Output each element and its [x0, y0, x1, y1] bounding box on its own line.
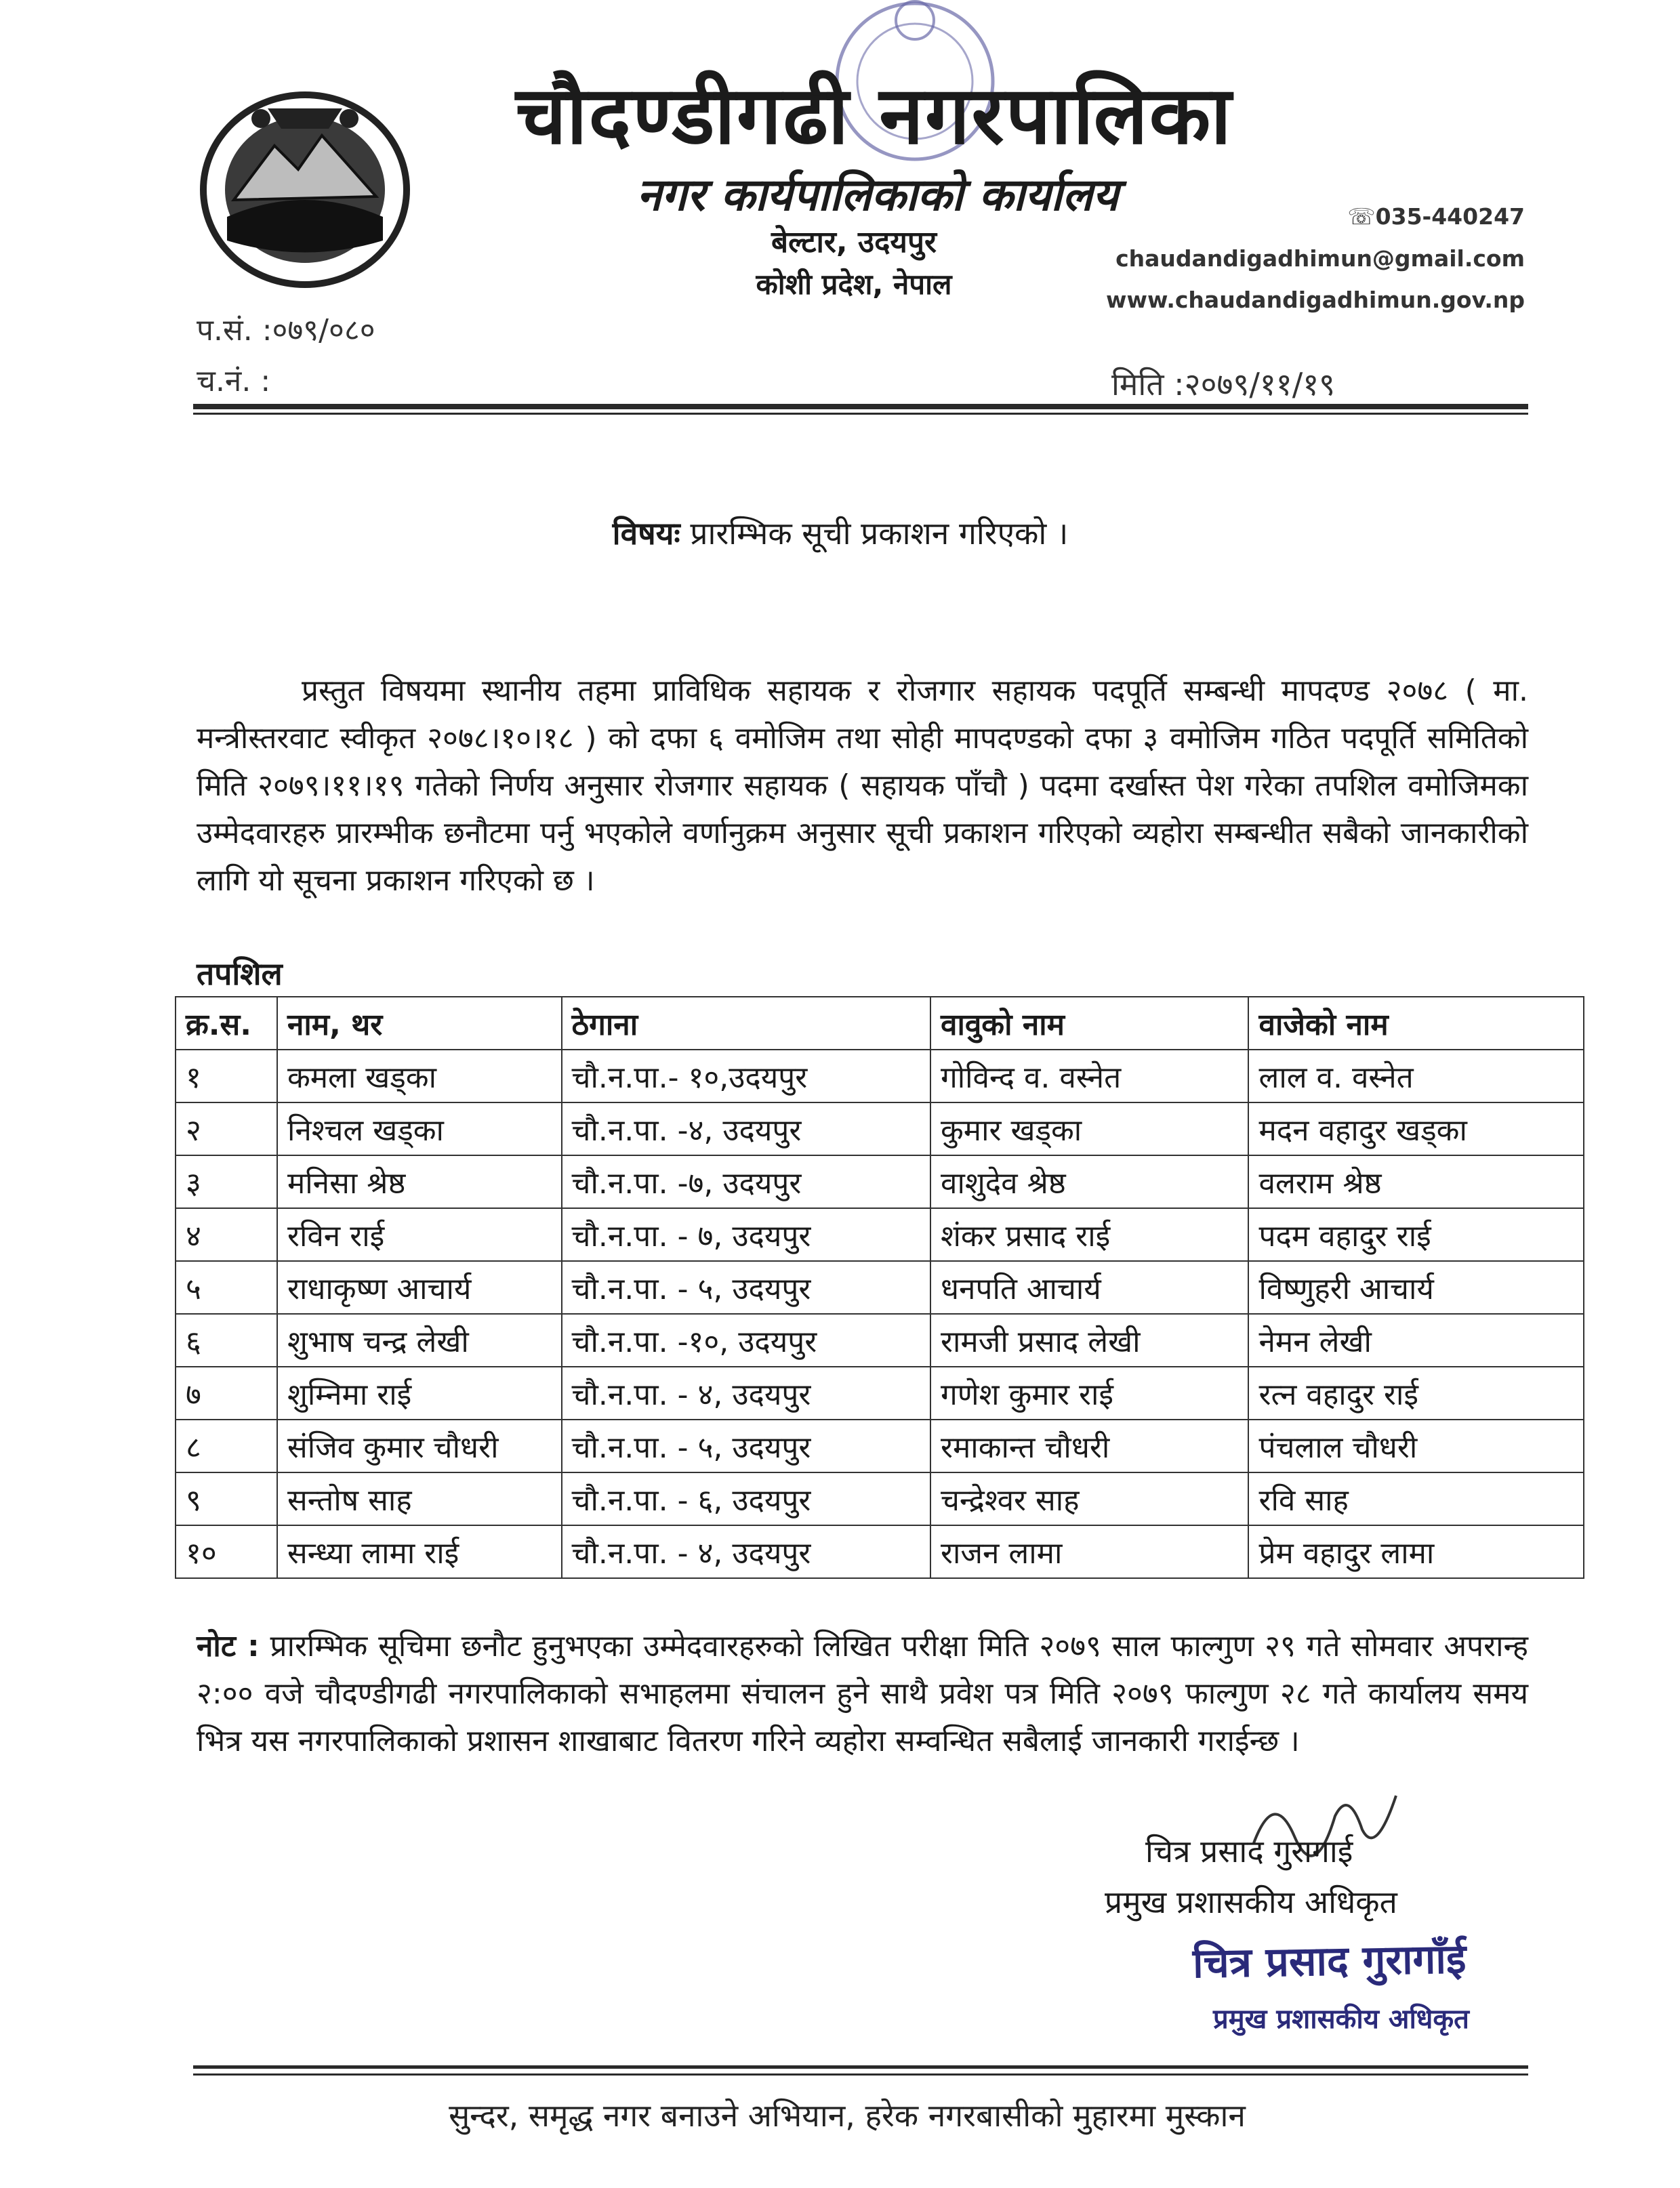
cell-grandfather: पंचलाल चौधरी — [1248, 1420, 1584, 1472]
cell-address: चौ.न.पा. - ५, उदयपुर — [562, 1261, 930, 1314]
seal-title-stamp: प्रमुख प्रशासकीय अधिकृत — [1213, 2004, 1469, 2035]
phone-number: ☏035-440247 — [1347, 203, 1525, 230]
col-header-address: ठेगाना — [562, 997, 930, 1050]
letter-date: मिति :२०७९/११/१९ — [1111, 366, 1336, 402]
table-row — [176, 1208, 1584, 1261]
note-text: प्रारम्भिक सूचिमा छनौट हुनुभएका उम्मेदवारहरुको लिखित परीक्षा मिति २०७९ साल फाल्गुण २९ गते सोमवार अपरान्ह २:०० वजे चौदण्डीगढी नगरपालिकाको सभाहलमा संचालन हुने साथै प्रवेश पत्र मिति २०७९ फाल्गुण २८ गते कार्यालय समय भित्र यस नगरपालिकाको प्रशासन शाखाबाट वितरण गरिने व्यहोरा सम्वन्धित सबैलाई जानकारी गराईन्छ । — [197, 1629, 1529, 1758]
cell-name: निश्चल खड्का — [277, 1102, 562, 1155]
cell-name: संजिव कुमार चौधरी — [277, 1420, 562, 1472]
cell-address: चौ.न.पा. - ४, उदयपुर — [562, 1367, 930, 1420]
cell-grandfather: मदन वहादुर खड्का — [1248, 1102, 1584, 1155]
cell-sn: १ — [176, 1050, 277, 1102]
cell-address: चौ.न.पा. -१०, उदयपुर — [562, 1314, 930, 1367]
cell-address: चौ.न.पा. -४, उदयपुर — [562, 1102, 930, 1155]
header-divider-thin — [193, 413, 1528, 415]
col-header-father: वावुको नाम — [930, 997, 1249, 1050]
footer-divider-thin — [193, 2073, 1528, 2076]
details-heading: तपशिल — [197, 955, 283, 992]
subject-label: विषयः — [612, 515, 680, 552]
cell-address: चौ.न.पा.- १०,उदयपुर — [562, 1050, 930, 1102]
header-divider — [193, 404, 1528, 409]
cell-name: शुभाष चन्द्र लेखी — [277, 1314, 562, 1367]
municipality-emblem — [193, 81, 417, 291]
dispatch-number: च.नं. : — [197, 364, 271, 398]
cell-father: रामजी प्रसाद लेखी — [930, 1314, 1249, 1367]
cell-sn: ३ — [176, 1155, 277, 1208]
footer-slogan: सुन्दर, समृद्ध नगर बनाउने अभियान, हरेक नगरबासीको मुहारमा मुस्कान — [449, 2097, 1246, 2134]
table-row — [176, 1525, 1584, 1578]
cell-sn: १० — [176, 1525, 277, 1578]
email-address: chaudandigadhimun@gmail.com — [1115, 245, 1525, 272]
cell-grandfather: पदम वहादुर राई — [1248, 1208, 1584, 1261]
org-name: चौदण्डीगढी नगरपालिका — [516, 68, 1233, 162]
cell-name: कमला खड्का — [277, 1050, 562, 1102]
subject-line — [203, 512, 1477, 554]
cell-father: चन्द्रेश्वर साह — [930, 1472, 1249, 1525]
cell-sn: २ — [176, 1102, 277, 1155]
cell-father: गोविन्द व. वस्नेत — [930, 1050, 1249, 1102]
note-label: नोट : — [197, 1629, 260, 1664]
table-row — [176, 1367, 1584, 1420]
cell-father: धनपति आचार्य — [930, 1261, 1249, 1314]
website-url: www.chaudandigadhimun.gov.np — [1105, 287, 1525, 313]
address-line-1: बेल्टार, उदयपुर — [771, 225, 937, 260]
body-paragraph: प्रस्तुत विषयमा स्थानीय तहमा प्राविधिक सहायक र रोजगार सहायक पदपूर्ति सम्बन्धी मापदण्ड २०७८ ( मा. मन्त्रीस्तरवाट स्वीकृत २०७८।१०।१८ ) को दफा ६ वमोजिम तथा सोही मापदण्डको दफा ३ वमोजिम गठित पदपूर्ति समितिको मिति २०७९।११।१९ गतेको निर्णय अनुसार रोजगार सहायक ( सहायक पाँचौ ) पदमा दर्खास्त पेश गरेका तपशिल वमोजिमका उम्मेदवारहरु प्रारम्भीक छनौटमा पर्नु भएकोले वर्णानुक्रम अनुसार सूची प्रकाशन गरिएको व्यहोरा सम्बन्धीत सबैको जानकारीको लागि यो सूचना प्रकाशन गरिएको छ । — [197, 674, 1528, 898]
table-row — [176, 1314, 1584, 1367]
table-row — [176, 1261, 1584, 1314]
cell-grandfather: लाल व. वस्नेत — [1248, 1050, 1584, 1102]
cell-grandfather: प्रेम वहादुर लामा — [1248, 1525, 1584, 1578]
cell-address: चौ.न.पा. - ६, उदयपुर — [562, 1472, 930, 1525]
table-header-row — [176, 997, 1584, 1050]
subject-text: प्रारम्भिक सूची प्रकाशन गरिएको । — [690, 515, 1069, 552]
table-row — [176, 1420, 1584, 1472]
address-line-2: कोशी प्रदेश, नेपाल — [756, 268, 952, 301]
table-row — [176, 1102, 1584, 1155]
cell-father: राजन लामा — [930, 1525, 1249, 1578]
signatory-name: चित्र प्रसाद गुरागाई — [1145, 1833, 1353, 1870]
cell-name: राधाकृष्ण आचार्य — [277, 1261, 562, 1314]
table-row — [176, 1472, 1584, 1525]
table-row — [176, 1155, 1584, 1208]
cell-sn: ६ — [176, 1314, 277, 1367]
cell-father: कुमार खड्का — [930, 1102, 1249, 1155]
note-paragraph — [197, 1623, 1528, 1765]
col-header-sn: क्र.स. — [176, 997, 277, 1050]
cell-grandfather: रवि साह — [1248, 1472, 1584, 1525]
candidate-table — [175, 996, 1584, 1579]
seal-name-stamp: चित्र प्रसाद गुरागाँई — [1192, 1935, 1467, 1988]
cell-sn: ८ — [176, 1420, 277, 1472]
col-header-grandfather: वाजेको नाम — [1248, 997, 1584, 1050]
cell-grandfather: विष्णुहरी आचार्य — [1248, 1261, 1584, 1314]
cell-father: शंकर प्रसाद राई — [930, 1208, 1249, 1261]
office-name: नगर कार्यपालिकाको कार्यालय — [636, 169, 1119, 221]
cell-sn: ५ — [176, 1261, 277, 1314]
signatory-title: प्रमुख प्रशासकीय अधिकृत — [1105, 1884, 1397, 1920]
cell-father: गणेश कुमार राई — [930, 1367, 1249, 1420]
cell-address: चौ.न.पा. - ५, उदयपुर — [562, 1420, 930, 1472]
table-row — [176, 1050, 1584, 1102]
cell-grandfather: रत्न वहादुर राई — [1248, 1367, 1584, 1420]
cell-address: चौ.न.पा. -७, उदयपुर — [562, 1155, 930, 1208]
cell-father: वाशुदेव श्रेष्ठ — [930, 1155, 1249, 1208]
cell-sn: ४ — [176, 1208, 277, 1261]
cell-sn: ७ — [176, 1367, 277, 1420]
cell-address: चौ.न.पा. - ४, उदयपुर — [562, 1525, 930, 1578]
cell-name: मनिसा श्रेष्ठ — [277, 1155, 562, 1208]
cell-sn: ९ — [176, 1472, 277, 1525]
cell-address: चौ.न.पा. - ७, उदयपुर — [562, 1208, 930, 1261]
cell-father: रमाकान्त चौधरी — [930, 1420, 1249, 1472]
col-header-name: नाम, थर — [277, 997, 562, 1050]
cell-name: रविन राई — [277, 1208, 562, 1261]
cell-name: शुम्निमा राई — [277, 1367, 562, 1420]
cell-name: सन्ध्या लामा राई — [277, 1525, 562, 1578]
cell-grandfather: वलराम श्रेष्ठ — [1248, 1155, 1584, 1208]
footer-divider — [193, 2065, 1528, 2069]
cell-name: सन्तोष साह — [277, 1472, 562, 1525]
cell-grandfather: नेमन लेखी — [1248, 1314, 1584, 1367]
reference-number: प.सं. :०७९/०८० — [197, 313, 375, 348]
